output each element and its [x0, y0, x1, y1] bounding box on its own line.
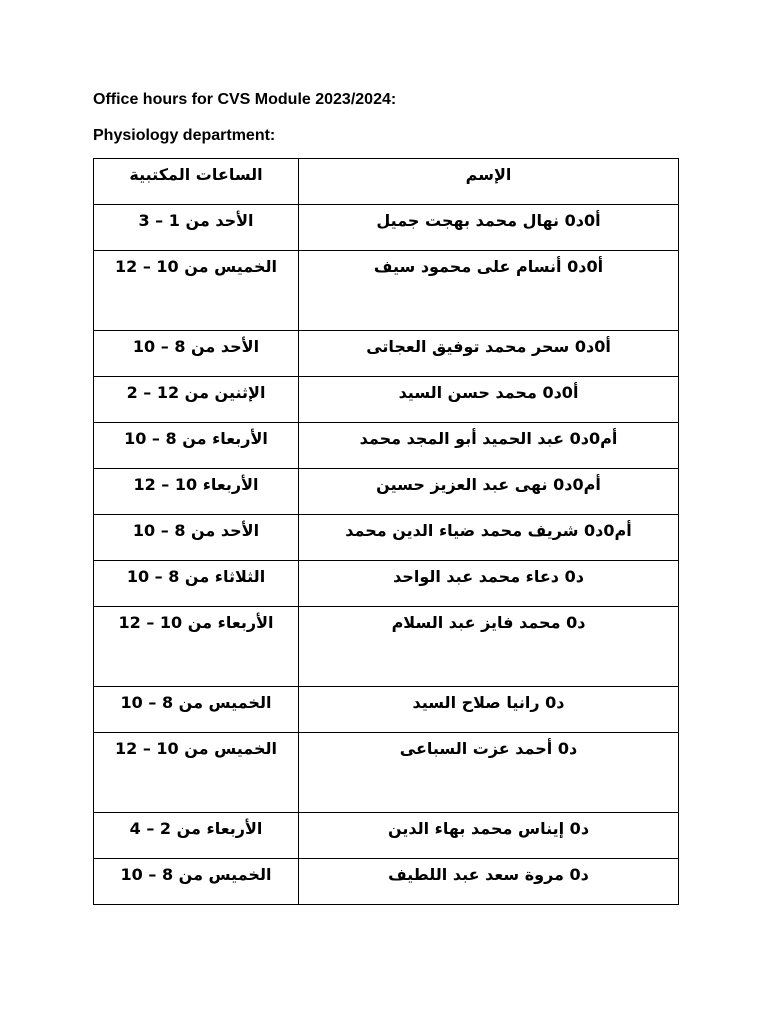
office-hours-cell: الأربعاء 10 – 12	[94, 469, 299, 515]
document-title: Office hours for CVS Module 2023/2024:	[93, 91, 397, 108]
office-hours-cell: الأربعاء من 8 – 10	[94, 423, 299, 469]
office-hours-cell: الإثنين من 12 – 2	[94, 377, 299, 423]
name-cell: د0 محمد فايز عبد السلام	[299, 607, 679, 687]
office-hours-cell: الأربعاء من 2 – 4	[94, 813, 299, 859]
office-hours-cell: الخميس من 10 – 12	[94, 251, 299, 331]
office-hours-cell: الخميس من 10 – 12	[94, 733, 299, 813]
office-hours-cell: الخميس من 8 – 10	[94, 859, 299, 905]
name-cell: أ0د0 محمد حسن السيد	[299, 377, 679, 423]
office-hours-table	[93, 158, 679, 905]
name-cell: أ0د0 نهال محمد بهجت جميل	[299, 205, 679, 251]
name-cell: د0 مروة سعد عبد اللطيف	[299, 859, 679, 905]
name-cell: أم0د0 عبد الحميد أبو المجد محمد	[299, 423, 679, 469]
name-cell: د0 رانيا صلاح السيد	[299, 687, 679, 733]
office-hours-cell: الأحد من 8 – 10	[94, 331, 299, 377]
table-row	[94, 423, 679, 469]
office-hours-cell: الخميس من 8 – 10	[94, 687, 299, 733]
table-row	[94, 251, 679, 331]
name-cell: أم0د0 نهى عبد العزيز حسين	[299, 469, 679, 515]
header-office-hours: الساعات المكتبية	[94, 159, 299, 205]
table-row	[94, 733, 679, 813]
office-hours-cell: الأحد من 8 – 10	[94, 515, 299, 561]
table-row	[94, 561, 679, 607]
name-cell: د0 دعاء محمد عبد الواحد	[299, 561, 679, 607]
office-hours-cell: الأربعاء من 10 – 12	[94, 607, 299, 687]
name-cell: د0 إيناس محمد بهاء الدين	[299, 813, 679, 859]
header-name: الإسم	[299, 159, 679, 205]
name-cell: أم0د0 شريف محمد ضياء الدين محمد	[299, 515, 679, 561]
table-row	[94, 205, 679, 251]
table-row	[94, 687, 679, 733]
name-cell: د0 أحمد عزت السباعى	[299, 733, 679, 813]
office-hours-cell: الثلاثاء من 8 – 10	[94, 561, 299, 607]
name-cell: أ0د0 سحر محمد توفيق العجاتى	[299, 331, 679, 377]
table-row	[94, 607, 679, 687]
table-row	[94, 859, 679, 905]
name-cell: أ0د0 أنسام على محمود سيف	[299, 251, 679, 331]
table-row	[94, 331, 679, 377]
table-row	[94, 813, 679, 859]
table-row	[94, 515, 679, 561]
department-heading: Physiology department:	[93, 127, 276, 144]
table-header-row	[94, 159, 679, 205]
table-row	[94, 377, 679, 423]
table-row	[94, 469, 679, 515]
office-hours-cell: الأحد من 1 – 3	[94, 205, 299, 251]
